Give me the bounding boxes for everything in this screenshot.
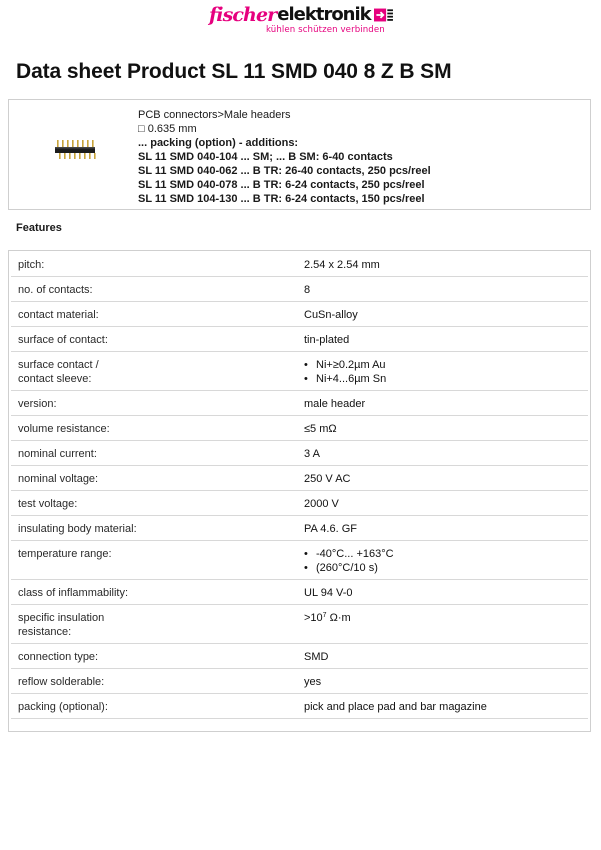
feature-value — [302, 547, 588, 575]
feature-label: reflow solderable: — [18, 676, 105, 688]
feature-value: 8 — [304, 284, 311, 296]
feature-value-bullet: • Ni+4...6µm Sn — [316, 372, 588, 386]
feature-label: temperature range: — [18, 548, 112, 560]
page-title: Data sheet Product SL 11 SMD 040 8 Z B SM — [16, 60, 452, 83]
feature-label-line: resistance: — [18, 626, 72, 638]
feature-value-bullet: • Ni+≥0.2µm Au — [316, 358, 588, 372]
feature-label: test voltage: — [18, 498, 78, 510]
product-variant: SL 11 SMD 040-078 ... B TR: 6-24 contacts, 250 pcs/reel — [138, 179, 425, 191]
feature-value: tin-plated — [304, 334, 350, 346]
product-variant: SL 11 SMD 040-062 ... B TR: 26-40 contacts, 250 pcs/reel — [138, 165, 431, 177]
feature-value-bullet: • -40°C... +163°C — [316, 547, 588, 561]
table-row — [11, 466, 588, 491]
feature-label-line: specific insulation — [18, 612, 105, 624]
product-pin-size: □ 0.635 mm — [138, 123, 197, 135]
features-heading: Features — [16, 222, 62, 234]
feature-value: PA 4.6. GF — [304, 523, 357, 535]
logo-text-elektronik: elektronik — [277, 4, 371, 25]
feature-label: class of inflammability: — [18, 587, 129, 599]
feature-value-exponent: 7 — [322, 612, 327, 619]
table-row — [11, 441, 588, 466]
feature-value: UL 94 V-0 — [304, 587, 353, 599]
feature-value — [302, 611, 588, 639]
table-row — [11, 416, 588, 441]
features-table — [8, 250, 591, 732]
table-row — [11, 252, 588, 277]
brand-logo — [209, 5, 393, 37]
feature-label: insulating body material: — [18, 523, 137, 535]
product-category: PCB connectors>Male headers — [138, 109, 291, 121]
feature-label: pitch: — [18, 259, 45, 271]
product-summary — [8, 99, 591, 210]
feature-value: ≤5 mΩ — [304, 423, 337, 435]
table-row — [11, 516, 588, 541]
table-row — [11, 391, 588, 416]
feature-value-list — [304, 547, 588, 575]
feature-value: pick and place pad and bar magazine — [304, 701, 487, 713]
table-row — [11, 605, 588, 644]
feature-label — [11, 611, 302, 639]
product-image — [53, 136, 97, 164]
table-row — [11, 277, 588, 302]
feature-value: CuSn-alloy — [304, 309, 358, 321]
feature-label: packing (optional): — [18, 701, 108, 713]
feature-value: 2.54 x 2.54 mm — [304, 259, 380, 271]
table-row — [11, 302, 588, 327]
feature-value-bullet: • (260°C/10 s) — [316, 561, 588, 575]
table-row — [11, 580, 588, 605]
feature-value: 250 V AC — [304, 473, 351, 485]
table-row — [11, 327, 588, 352]
feature-label: volume resistance: — [18, 423, 110, 435]
feature-value-unit: Ω·m — [326, 612, 351, 624]
feature-label: nominal current: — [18, 448, 97, 460]
logo-text-fischer: fischer — [209, 4, 277, 26]
table-row — [11, 694, 588, 719]
feature-value: SMD — [304, 651, 329, 663]
table-row — [11, 669, 588, 694]
table-row — [11, 644, 588, 669]
feature-value-list — [304, 358, 588, 386]
table-row — [11, 352, 588, 391]
feature-value: yes — [304, 676, 322, 688]
product-variant: SL 11 SMD 104-130 ... B TR: 6-24 contacts, 150 pcs/reel — [138, 193, 425, 205]
feature-label: nominal voltage: — [18, 473, 99, 485]
feature-label: surface of contact: — [18, 334, 108, 346]
product-packing-heading: ... packing (option) - additions: — [138, 137, 299, 149]
feature-value-base: >10 — [304, 612, 323, 624]
logo-tagline: kühlen schützen verbinden — [266, 25, 385, 35]
product-variant: SL 11 SMD 040-104 ... SM; ... B SM: 6-40 contacts — [138, 151, 393, 163]
feature-value: 2000 V — [304, 498, 339, 510]
feature-label: version: — [18, 398, 57, 410]
feature-label-line: surface contact / — [18, 359, 99, 371]
feature-label: contact material: — [18, 309, 99, 321]
table-row — [11, 541, 588, 580]
feature-label: no. of contacts: — [18, 284, 93, 296]
feature-label-line: contact sleeve: — [18, 373, 92, 385]
product-description — [138, 108, 431, 206]
feature-value: male header — [304, 398, 366, 410]
feature-value: 3 A — [304, 448, 320, 460]
feature-value — [302, 358, 588, 386]
feature-label: connection type: — [18, 651, 99, 663]
feature-label — [11, 358, 302, 386]
logo-arrow-icon — [374, 7, 393, 23]
table-row — [11, 491, 588, 516]
